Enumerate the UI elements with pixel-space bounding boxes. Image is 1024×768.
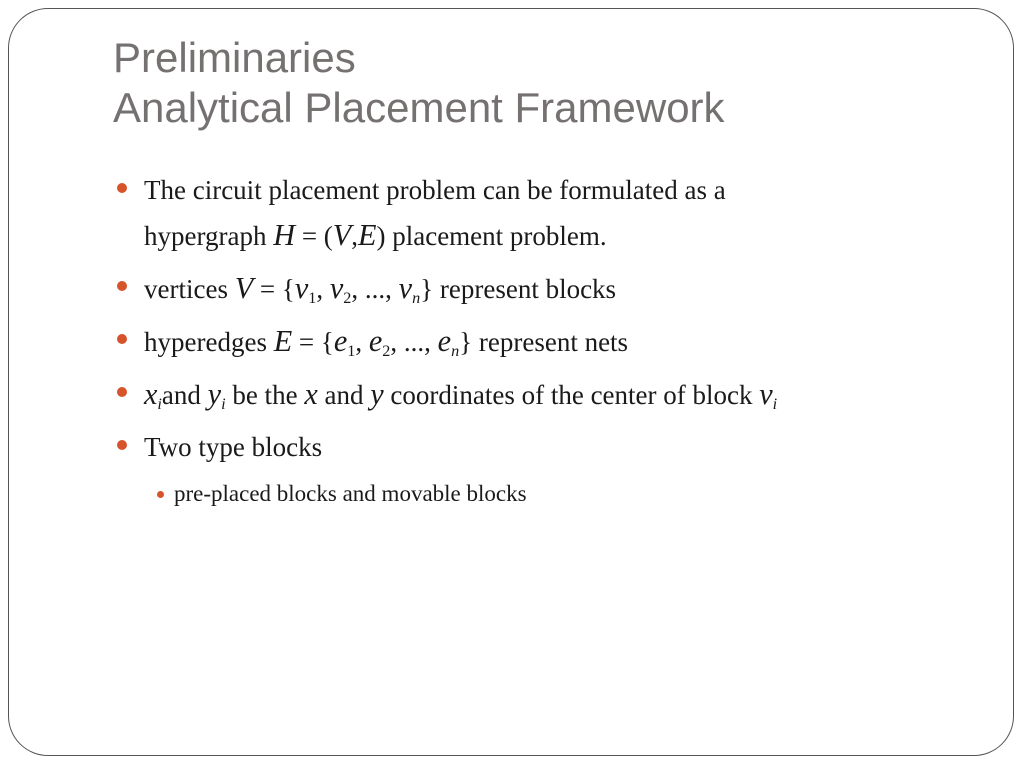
- math-V: V: [332, 218, 352, 252]
- math-comma: ,: [351, 221, 358, 251]
- sub-i: i: [221, 394, 226, 413]
- math-vn: v: [398, 271, 413, 305]
- math-equals-brace: = {: [253, 274, 295, 304]
- math-e1: e: [333, 324, 348, 358]
- slide-content: [113, 168, 983, 511]
- math-ellipsis: , ...,: [390, 327, 438, 357]
- math-close-brace: }: [459, 327, 473, 357]
- title-line-1: Preliminaries: [113, 34, 356, 81]
- sub-1: 1: [347, 341, 356, 360]
- bullet-1-tail: placement problem.: [385, 221, 607, 251]
- math-close-paren: ): [376, 221, 386, 251]
- math-en: e: [437, 324, 452, 358]
- text-be-the: be the: [225, 380, 305, 410]
- math-y: y: [207, 377, 222, 411]
- sub-1: 1: [308, 288, 317, 307]
- title-line-2: Analytical Placement Framework: [113, 84, 725, 131]
- bullet-5-text: Two type blocks: [144, 432, 323, 462]
- text-and: and: [317, 380, 371, 410]
- sub-2: 2: [382, 341, 391, 360]
- sub-i: i: [157, 394, 162, 413]
- math-v2: v: [329, 271, 344, 305]
- sub-n: n: [451, 341, 460, 360]
- math-E: E: [358, 218, 377, 252]
- math-E: E: [273, 324, 293, 358]
- sub-i: i: [772, 394, 778, 413]
- sub-bullet-text: pre-placed blocks and movable blocks: [174, 481, 527, 506]
- sub-n: n: [412, 288, 421, 307]
- math-v1: v: [294, 271, 309, 305]
- sub-bullet-block-kinds: [113, 477, 983, 511]
- math-ellipsis: , ...,: [351, 274, 399, 304]
- text-and: and: [161, 380, 208, 410]
- bullet-3-text: hyperedges: [144, 327, 274, 357]
- math-close-brace: }: [420, 274, 434, 304]
- math-equals-brace: = {: [292, 327, 334, 357]
- bullet-1-line-1: The circuit placement problem can be formulated as a: [144, 175, 726, 205]
- sub-2: 2: [343, 288, 352, 307]
- math-v: v: [759, 377, 773, 411]
- math-comma: ,: [355, 327, 369, 357]
- bullet-3-tail: represent nets: [472, 327, 629, 357]
- math-V: V: [234, 271, 254, 305]
- bullet-hypergraph: [113, 168, 983, 259]
- bullet-4-tail: coordinates of the center of block: [383, 380, 760, 410]
- bullet-block-types: [113, 425, 983, 470]
- math-equals: = (: [295, 221, 333, 251]
- bullet-1-text: hypergraph: [144, 221, 274, 251]
- bullet-2-tail: represent blocks: [433, 274, 617, 304]
- math-e2: e: [368, 324, 383, 358]
- math-y: y: [370, 377, 384, 411]
- math-x: x: [144, 377, 158, 411]
- math-x: x: [304, 377, 318, 411]
- slide-title: [113, 33, 725, 133]
- math-H: H: [273, 218, 296, 252]
- bullet-coordinates: [113, 372, 983, 418]
- math-comma: ,: [316, 274, 330, 304]
- bullet-vertices: [113, 266, 983, 312]
- bullet-2-text: vertices: [144, 274, 235, 304]
- bullet-hyperedges: [113, 319, 983, 365]
